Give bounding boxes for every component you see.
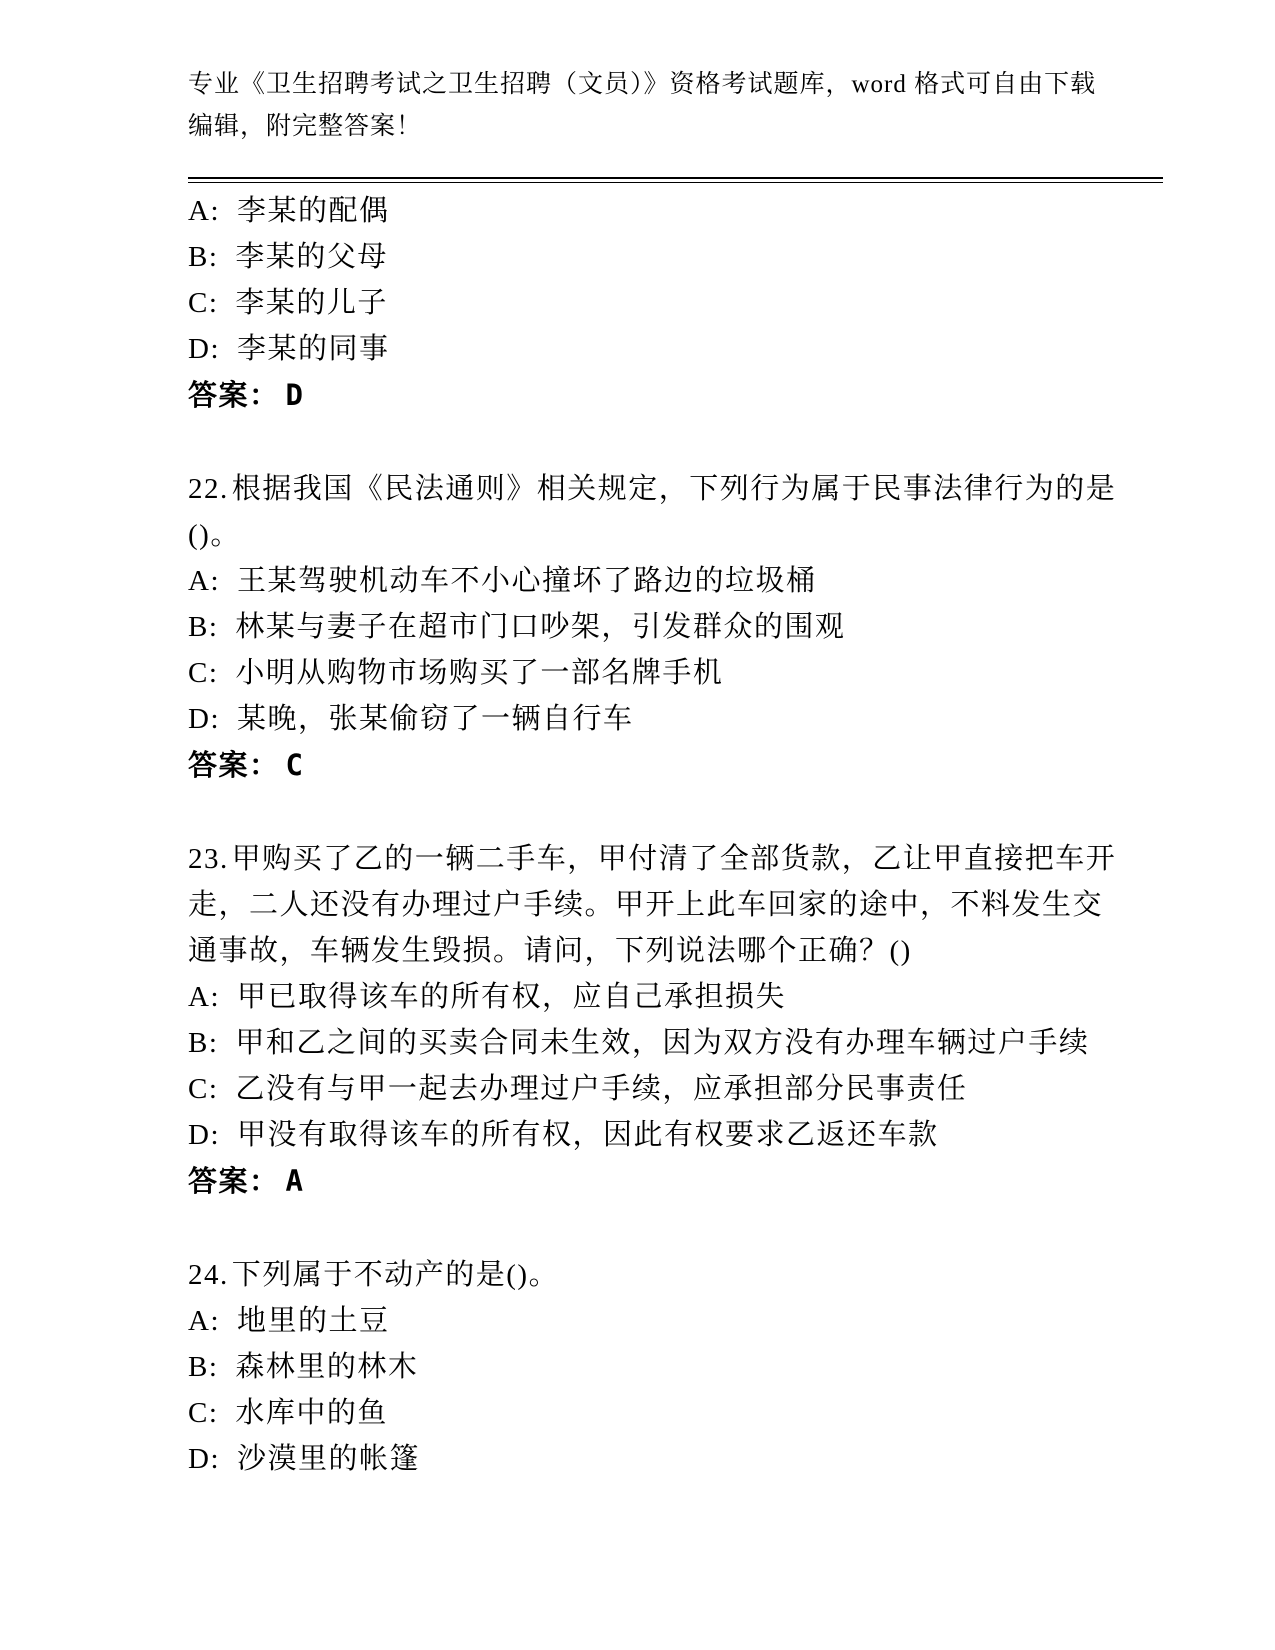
option-text: 甲和乙之间的买卖合同未生效，因为双方没有办理车辆过户手续 [235, 1027, 1090, 1059]
option-label: C: [188, 1073, 219, 1105]
option-text: 沙漠里的帐篷 [237, 1443, 421, 1475]
option-label: D: [188, 1443, 220, 1475]
option-row [188, 604, 1128, 650]
answer-value: A [285, 1164, 305, 1198]
option-row [188, 1066, 1128, 1112]
option-row [188, 1112, 1128, 1158]
question-text: 甲购买了乙的一辆二手车，甲付清了全部货款，乙让甲直接把车开走，二人还没有办理过户手续。甲开上此车回家的途中，不料发生交通事故，车辆发生毁损。请问，下列说法哪个正确？() [188, 843, 1117, 967]
option-row [188, 558, 1128, 604]
question-block [188, 1252, 1128, 1482]
option-text: 李某的配偶 [237, 195, 390, 227]
option-label: B: [188, 1351, 219, 1383]
option-text: 甲没有取得该车的所有权，因此有权要求乙返还车款 [237, 1119, 939, 1151]
question-text-row [188, 466, 1128, 558]
question-number: 24. [188, 1259, 229, 1291]
option-label: C: [188, 657, 219, 689]
option-row [188, 650, 1128, 696]
option-label: B: [188, 241, 219, 273]
document-body [188, 183, 1128, 1482]
question-number: 23. [188, 843, 229, 875]
question-text: 下列属于不动产的是()。 [231, 1259, 560, 1291]
question-block [188, 836, 1128, 1205]
question-text-row [188, 1252, 1128, 1298]
answer-row [188, 1158, 1128, 1205]
option-text: 李某的儿子 [235, 287, 388, 319]
document-header-text: 专业《卫生招聘考试之卫生招聘（文员）》资格考试题库，word 格式可自由下载编辑，附完整答案！ [188, 71, 1097, 140]
option-text: 某晚，张某偷窃了一辆自行车 [237, 703, 634, 735]
option-text: 水库中的鱼 [235, 1397, 388, 1429]
option-text: 林某与妻子在超市门口吵架，引发群众的围观 [235, 611, 846, 643]
option-text: 李某的同事 [237, 333, 390, 365]
option-row [188, 280, 1128, 326]
option-text: 乙没有与甲一起去办理过户手续，应承担部分民事责任 [235, 1073, 968, 1105]
option-row [188, 1298, 1128, 1344]
option-row [188, 1436, 1128, 1482]
option-text: 李某的父母 [235, 241, 388, 273]
option-row [188, 1020, 1128, 1066]
option-label: D: [188, 333, 220, 365]
option-label: D: [188, 703, 220, 735]
option-text: 森林里的林木 [235, 1351, 419, 1383]
option-text: 甲已取得该车的所有权，应自己承担损失 [237, 981, 787, 1013]
answer-row [188, 372, 1128, 419]
option-row [188, 974, 1128, 1020]
option-row [188, 696, 1128, 742]
answer-value: C [285, 748, 305, 782]
option-row [188, 234, 1128, 280]
answer-label: 答案： [188, 1166, 280, 1198]
answer-label: 答案： [188, 750, 280, 782]
option-text: 地里的土豆 [237, 1305, 390, 1337]
option-label: B: [188, 611, 219, 643]
option-row [188, 1390, 1128, 1436]
answer-row [188, 742, 1128, 789]
option-label: A: [188, 1305, 220, 1337]
option-label: C: [188, 287, 219, 319]
answer-label: 答案： [188, 380, 280, 412]
option-label: C: [188, 1397, 219, 1429]
option-label: D: [188, 1119, 220, 1151]
option-label: B: [188, 1027, 219, 1059]
option-row [188, 188, 1128, 234]
question-block [188, 188, 1128, 419]
question-number: 22. [188, 473, 229, 505]
option-text: 王某驾驶机动车不小心撞坏了路边的垃圾桶 [237, 565, 817, 597]
question-text: 根据我国《民法通则》相关规定，下列行为属于民事法律行为的是()。 [188, 473, 1117, 551]
option-row [188, 326, 1128, 372]
question-text-row [188, 836, 1128, 974]
option-text: 小明从购物市场购买了一部名牌手机 [235, 657, 724, 689]
question-block [188, 466, 1128, 789]
option-label: A: [188, 565, 220, 597]
answer-value: D [285, 378, 305, 412]
option-label: A: [188, 195, 220, 227]
option-label: A: [188, 981, 220, 1013]
option-row [188, 1344, 1128, 1390]
